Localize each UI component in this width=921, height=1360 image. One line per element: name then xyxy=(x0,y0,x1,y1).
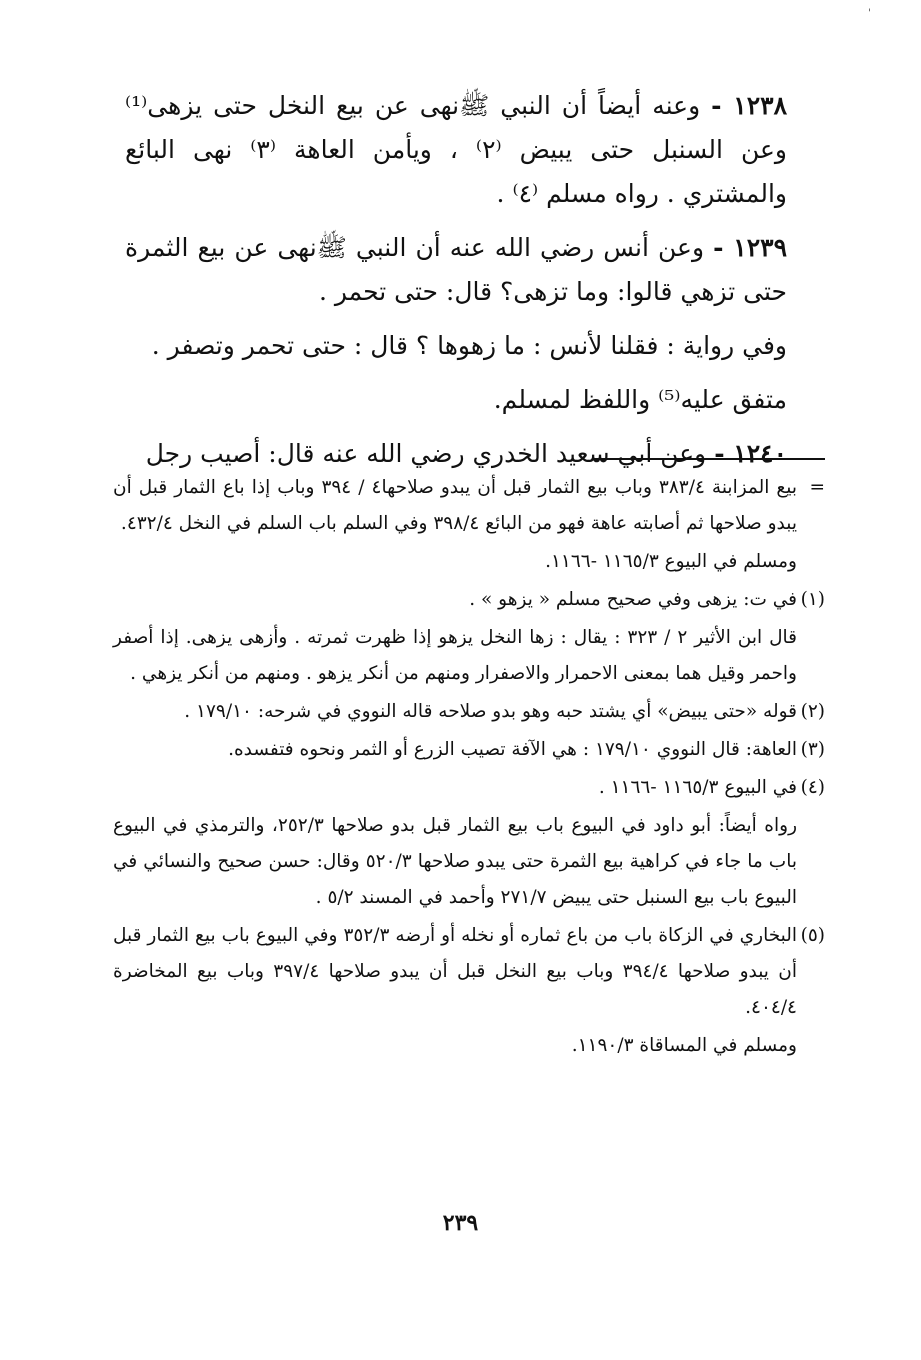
footnote-text: في البيوع ١١٦٥/٣ -١١٦٦ . xyxy=(598,777,797,798)
footnote-text: البخاري في الزكاة باب من باع ثماره أو نخله أو أرضه ٣٥٢/٣ وفي البيوع باب بيع الثمار قبل أن يبدو صلاحها ٣٩٤/٤ وباب بيع النخل قبل أن يبدو صلاحها ٣٩٧/٤ وباب بيع المخاضرة ٤٠٤/٤. xyxy=(113,925,798,1018)
narration-variant: وفي رواية : فقلنا لأنس : ما زهوها ؟ قال : حتى تحمر وتصفر . xyxy=(151,331,787,360)
page-number: ٢٣٩ xyxy=(442,1210,479,1236)
hadith-text: وعن أنس رضي الله عنه أن النبي ﷺنهى عن بيع الثمرة حتى تزهي قالوا: وما تزهى؟ قال: حتى تحمر . xyxy=(125,233,787,306)
hadith-text: وعن أبي سعيد الخدري رضي الله عنه قال: أصيب رجل xyxy=(145,439,707,468)
footnote-continuation xyxy=(113,470,825,542)
footnote-marker: (٣) xyxy=(800,739,825,760)
footnote-marker: (٤) xyxy=(800,777,825,798)
continuation-marker: = xyxy=(809,477,825,498)
footnote-line: ومسلم في البيوع ١١٦٥/٣ -١١٦٦. xyxy=(545,551,797,572)
corner-mark: ' xyxy=(868,8,871,19)
footnote-4 xyxy=(113,770,825,806)
hadith-number: ١٢٤٠ - xyxy=(714,439,787,468)
footnote-text: قوله «حتى يبيض» أي يشتد حبه وهو بدو صلاحه قاله النووي في شرحه: ١٧٩/١٠ . xyxy=(184,701,797,722)
footnote-marker: (٢) xyxy=(800,701,825,722)
footnote-3 xyxy=(113,732,825,768)
footnotes xyxy=(113,470,825,1066)
hadith-text: وعنه أيضاً أن النبي ﷺنهى عن بيع النخل حتى يزهى⁽¹⁾ وعن السنبل حتى يبيض ⁽٢⁾ ، ويأمن العاهة ⁽٣⁾ نهى البائع والمشتري . رواه مسلم ⁽٤⁾ . xyxy=(125,91,787,208)
footnote-1 xyxy=(113,582,825,618)
hadith-1238 xyxy=(125,84,825,216)
footnote-marker: (٥) xyxy=(800,925,826,946)
footnote-line: ومسلم في المساقاة ١١٩٠/٣. xyxy=(571,1035,797,1056)
hadith-number: ١٢٣٩ - xyxy=(713,233,788,262)
footnote-text: بيع المزابنة ٣٨٣/٤ وباب بيع الثمار قبل أن يبدو صلاحها٤ / ٣٩٤ وباب إذا باع الثمار قبل أن يبدو صلاحها ثم أصابته عاهة فهو من البائع ٣٩٨/٤ وفي السلم باب السلم في النخل ٤٣٢/٤. xyxy=(113,477,797,534)
main-text xyxy=(125,84,825,486)
footnote-marker: (١) xyxy=(800,589,825,610)
hadith-number: ١٢٣٨ - xyxy=(711,91,787,120)
footnote-text: العاهة: قال النووي ١٧٩/١٠ : هي الآفة تصيب الزرع أو الثمر ونحوه فتفسده. xyxy=(228,739,797,760)
footnote-2 xyxy=(113,694,825,730)
footnote-text: في ت: يزهى وفي صحيح مسلم « يزهو » . xyxy=(469,589,797,610)
hadith-1239 xyxy=(125,226,825,314)
footnote-line: قال ابن الأثير ٢ / ٣٢٣ : يقال : زها النخل يزهو إذا ظهرت ثمرته . وأزهى يزهى. إذا أصفر واحمر وقيل هما بمعنى الاحمرار والاصفرار ومنهم من أنكر يزهو . ومنهم من أنكر يزهي . xyxy=(113,627,797,684)
footnote-5 xyxy=(113,918,825,1026)
footnote-line: رواه أيضاً: أبو داود في البيوع باب بيع الثمار قبل بدو صلاحها ٢٥٢/٣، والترمذي في البيوع باب ما جاء في كراهية بيع الثمرة حتى يبدو صلاحها ٥٢٠/٣ وقال: حسن صحيح والنسائي في البيوع باب بيع السنبل حتى يبيض ٢٧١/٧ وأحمد في المسند ٥/٢ . xyxy=(113,815,797,908)
footnote-separator xyxy=(593,458,825,460)
agreed-upon-line: متفق عليه⁽⁵⁾ واللفظ لمسلم. xyxy=(493,385,787,414)
